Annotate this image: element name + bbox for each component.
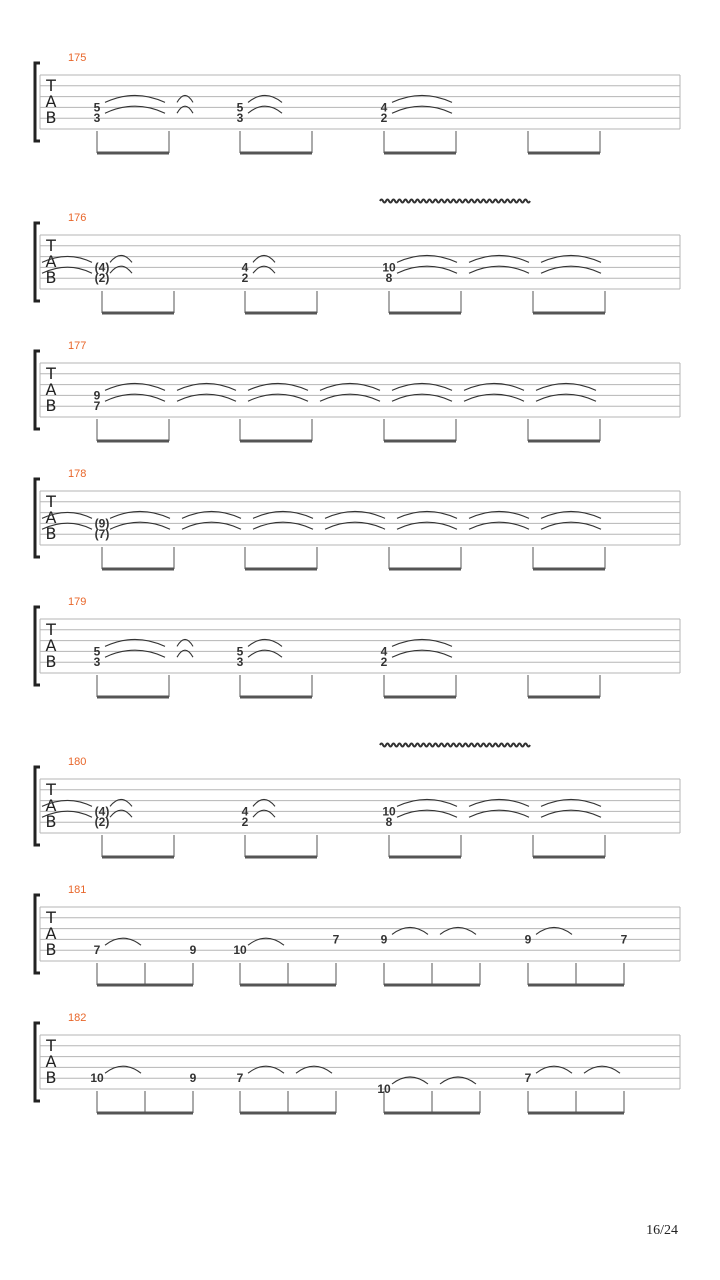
fret-number: 7 — [620, 932, 628, 947]
tab-letter-a: A — [45, 92, 57, 111]
fret-number: 5 — [236, 644, 244, 659]
system-bracket — [35, 895, 40, 973]
system-bracket — [35, 351, 40, 429]
tab-letter-t: T — [46, 780, 56, 799]
fret-number: (9) — [94, 516, 110, 531]
tab-system-182 — [35, 1012, 680, 1113]
tab-letter-t: T — [46, 364, 56, 383]
fret-number: (7) — [94, 527, 110, 542]
tab-system-180 — [35, 744, 680, 858]
tab-letter-b: B — [45, 652, 57, 671]
system-bracket — [35, 223, 40, 301]
fret-number: 7 — [332, 932, 340, 947]
fret-number: 4 — [241, 260, 249, 275]
bar-number: 175 — [68, 52, 87, 64]
fret-number: (4) — [94, 804, 110, 819]
tab-letter-t: T — [46, 236, 56, 255]
tab-letter-b: B — [45, 1068, 57, 1087]
tab-letter-t: T — [46, 76, 56, 95]
tab-letter-b: B — [45, 812, 57, 831]
bar-number: 181 — [68, 884, 87, 896]
system-bracket — [35, 63, 40, 141]
fret-number: 2 — [380, 655, 388, 670]
tab-letter-t: T — [46, 492, 56, 511]
fret-number: 4 — [380, 644, 388, 659]
bar-number: 182 — [68, 1012, 87, 1024]
vibrato-line — [380, 200, 530, 203]
tab-system-181 — [35, 884, 680, 985]
fret-number: 10 — [382, 260, 396, 275]
fret-number: 2 — [380, 111, 388, 126]
fret-number: (2) — [94, 815, 110, 830]
vibrato-line — [380, 744, 530, 747]
tab-systems — [35, 52, 680, 1113]
tab-letter-b: B — [45, 268, 57, 287]
tab-letter-a: A — [45, 508, 57, 527]
fret-number: 9 — [93, 388, 101, 403]
fret-number: 5 — [236, 100, 244, 115]
tab-letter-a: A — [45, 380, 57, 399]
bar-number: 179 — [68, 596, 87, 608]
fret-number: 3 — [93, 655, 101, 670]
system-bracket — [35, 479, 40, 557]
fret-number: 7 — [236, 1071, 244, 1086]
fret-number: 8 — [385, 815, 393, 830]
tab-letter-b: B — [45, 396, 57, 415]
bar-number: 180 — [68, 756, 87, 768]
fret-number: 8 — [385, 271, 393, 286]
fret-number: 5 — [93, 100, 101, 115]
fret-number: 3 — [236, 111, 244, 126]
fret-number: (2) — [94, 271, 110, 286]
tab-letter-b: B — [45, 108, 57, 127]
fret-number: 10 — [233, 943, 247, 958]
tab-letter-t: T — [46, 1036, 56, 1055]
page-number: 16/24 — [646, 1223, 678, 1238]
fret-number: (4) — [94, 260, 110, 275]
bar-number: 178 — [68, 468, 87, 480]
fret-number: 4 — [241, 804, 249, 819]
tab-letter-a: A — [45, 636, 57, 655]
fret-number: 10 — [90, 1071, 104, 1086]
bar-number: 177 — [68, 340, 87, 352]
fret-number: 9 — [189, 1071, 197, 1086]
fret-number: 2 — [241, 815, 249, 830]
fret-number: 9 — [189, 943, 197, 958]
tab-letter-b: B — [45, 524, 57, 543]
fret-number: 5 — [93, 644, 101, 659]
tab-system-179 — [35, 596, 680, 697]
system-bracket — [35, 607, 40, 685]
fret-number: 7 — [93, 399, 101, 414]
bar-number: 176 — [68, 212, 87, 224]
fret-number: 9 — [524, 932, 532, 947]
tab-system-177 — [35, 340, 680, 441]
tab-letter-t: T — [46, 620, 56, 639]
fret-number: 10 — [377, 1082, 391, 1096]
tab-letter-t: T — [46, 908, 56, 927]
tab-system-175 — [35, 52, 680, 153]
fret-number: 7 — [524, 1071, 532, 1086]
tab-letter-a: A — [45, 252, 57, 271]
system-bracket — [35, 1023, 40, 1101]
tab-letter-a: A — [45, 1052, 57, 1071]
fret-number: 3 — [93, 111, 101, 126]
fret-number: 9 — [380, 932, 388, 947]
fret-number: 7 — [93, 943, 101, 958]
fret-number: 4 — [380, 100, 388, 115]
fret-number: 10 — [382, 804, 396, 819]
tab-system-176 — [35, 200, 680, 314]
tab-letter-a: A — [45, 796, 57, 815]
tab-letter-a: A — [45, 924, 57, 943]
tab-system-178 — [35, 468, 680, 569]
fret-number: 2 — [241, 271, 249, 286]
system-bracket — [35, 767, 40, 845]
fret-number: 3 — [236, 655, 244, 670]
tab-letter-b: B — [45, 940, 57, 959]
